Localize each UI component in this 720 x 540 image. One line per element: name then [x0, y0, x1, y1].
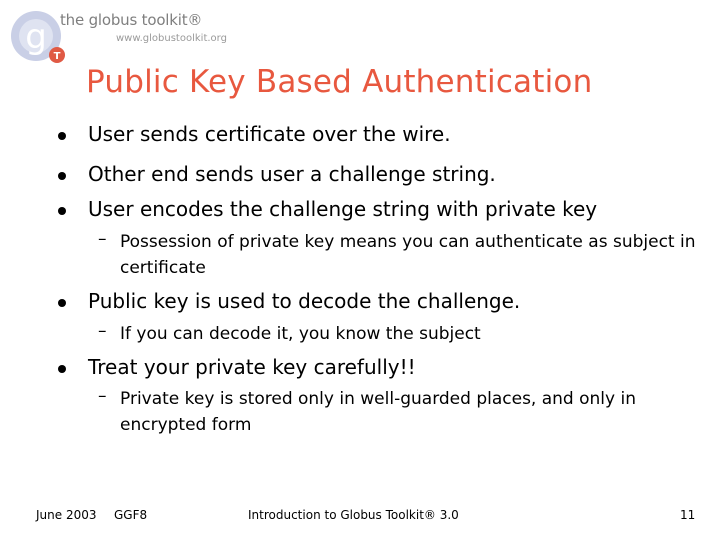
sub-bullet-text: If you can decode it, you know the subject — [120, 324, 481, 344]
logo-url: www.globustoolkit.org — [116, 33, 227, 44]
sub-bullet-dash: – — [98, 321, 107, 341]
footer-page-number: 11 — [680, 508, 696, 522]
slide-title: Public Key Based Authentication — [86, 64, 593, 100]
svg-text:g: g — [25, 17, 47, 57]
bullet-text: User sends certificate over the wire. — [88, 122, 451, 146]
bullet-marker — [58, 207, 66, 215]
bullet-marker — [58, 172, 66, 180]
globus-g-icon — [8, 6, 68, 68]
sub-bullet-dash: – — [98, 386, 107, 406]
bullet-text: Public key is used to decode the challenge. — [88, 289, 521, 313]
svg-text:T: T — [53, 51, 61, 62]
bullet-text: Treat your private key carefully!! — [88, 355, 416, 379]
sub-bullet-dash: – — [98, 229, 107, 249]
bullet-marker — [58, 299, 66, 307]
bullet-marker — [58, 132, 66, 140]
footer-title: Introduction to Globus Toolkit® 3.0 — [248, 508, 459, 522]
bullet-marker — [58, 365, 66, 373]
bullet-text: User encodes the challenge string with private key — [88, 197, 598, 221]
logo-name: the globus toolkit® — [60, 11, 203, 29]
globus-toolkit-logo — [8, 6, 238, 68]
sub-bullet-text: Private key is stored only in well-guarded places, and only in encrypted form — [120, 389, 636, 435]
footer-event: GGF8 — [114, 508, 148, 522]
sub-bullet-text: Possession of private key means you can authenticate as subject in certificate — [120, 232, 696, 278]
footer-date: June 2003 — [36, 508, 97, 522]
bullet-text: Other end sends user a challenge string. — [88, 162, 496, 186]
